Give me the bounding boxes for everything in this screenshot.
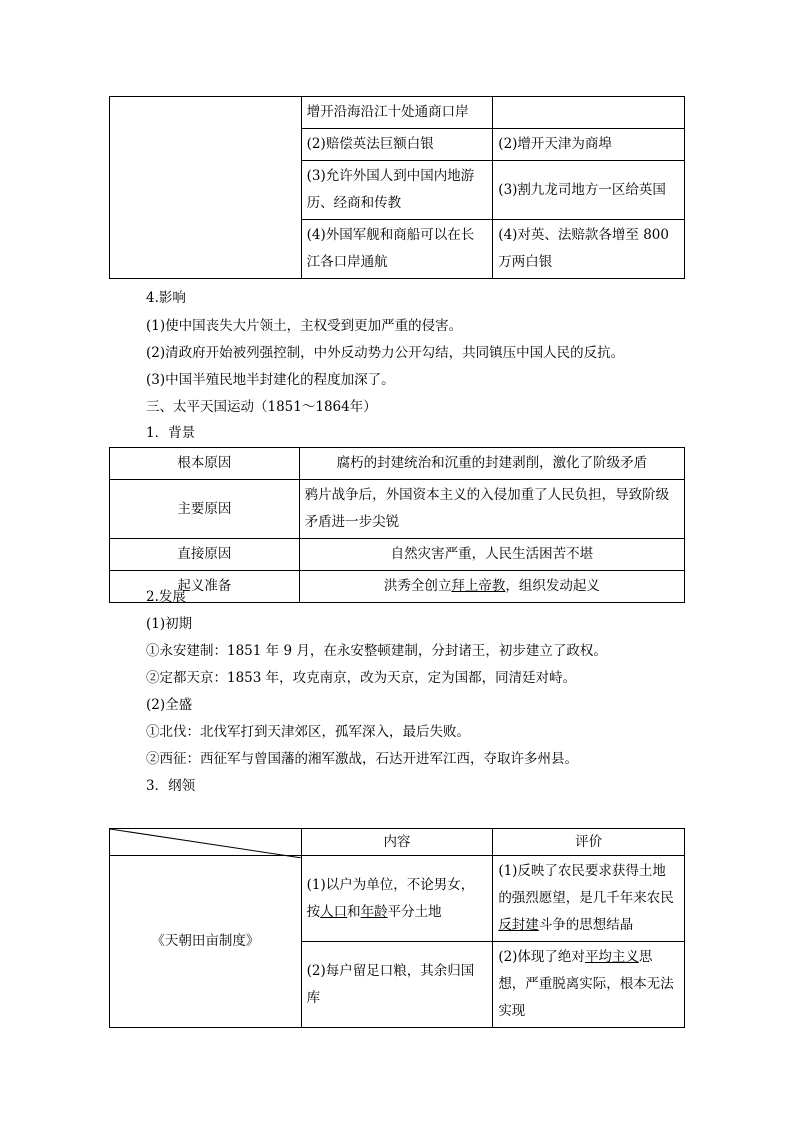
row-label: 根本原因 <box>110 448 300 480</box>
section-title: 三、太平天国运动（1851～1864年） <box>146 399 377 415</box>
text-segment: 平分土地 <box>387 903 442 920</box>
sub-heading: (1)初期 <box>146 616 193 632</box>
impact-item: (1)使中国丧失大片领土，主权受到更加严重的侵害。 <box>146 318 463 334</box>
row-label: 主要原因 <box>110 480 300 539</box>
text-segment: ，组织发动起义 <box>505 578 600 594</box>
text-segment: 思想，严重脱离实际，根本无法实现 <box>498 949 674 1019</box>
table-cell: (3)割九龙司地方一区给英国 <box>493 161 685 220</box>
row-value <box>299 571 684 603</box>
row-value: 腐朽的封建统治和沉重的封建剥削，激化了阶级矛盾 <box>299 448 684 480</box>
diagonal-line <box>110 829 302 858</box>
empty-cell <box>110 97 302 279</box>
table-row <box>110 480 685 539</box>
table-cell: (3)允许外国人到中国内地游历、经商和传教 <box>301 161 493 220</box>
table-cell: 增开沿海沿江十处通商口岸 <box>301 97 493 129</box>
row-label: 起义准备 <box>110 571 300 603</box>
impact-item: (3)中国半殖民地半封建化的程度加深了。 <box>146 372 395 388</box>
table-row <box>110 539 685 571</box>
row-value: 自然灾害严重，人民生活困苦不堪 <box>299 539 684 571</box>
row-label: 直接原因 <box>110 539 300 571</box>
eval-cell <box>493 856 685 942</box>
background-table <box>109 447 685 603</box>
underlined-text: 反封建 <box>498 917 539 933</box>
table-row <box>110 97 685 129</box>
header-content: 内容 <box>301 829 493 856</box>
text-segment: 和 <box>347 903 361 920</box>
text-segment: 斗争的思想结晶 <box>538 917 634 933</box>
eval-cell <box>493 942 685 1028</box>
treaty-terms-table <box>109 96 685 279</box>
table-cell: (4)外国军舰和商船可以在长江各口岸通航 <box>301 220 493 279</box>
list-item: ①永安建制：1851 年 9 月，在永安整顿建制，分封诸王，初步建立了政权。 <box>146 643 607 659</box>
table-row <box>110 856 685 942</box>
table-row <box>110 571 685 603</box>
diagonal-header-cell <box>110 829 302 856</box>
text-segment: 洪秀全创立 <box>383 578 452 594</box>
table-cell: (4)对英、法赔款各增至 800 万两白银 <box>493 220 685 279</box>
header-eval: 评价 <box>493 829 685 856</box>
underlined-text: 平均主义 <box>584 949 639 965</box>
underlined-text: 年龄 <box>360 903 388 920</box>
impact-heading: 4.影响 <box>146 290 186 306</box>
table-cell: (2)增开天津为商埠 <box>493 129 685 161</box>
sub-heading: (2)全盛 <box>146 697 193 713</box>
background-heading: 1．背景 <box>146 425 196 441</box>
program-heading: 3．纲领 <box>146 778 196 794</box>
table-row <box>110 448 685 480</box>
text-segment: (1)反映了农民要求获得土地的强烈愿望，是几千年来农民 <box>498 863 674 906</box>
list-item: ①北伐：北伐军打到天津郊区，孤军深入，最后失败。 <box>146 724 470 740</box>
development-heading: 2.发展 <box>146 589 186 605</box>
row-label: 《天朝田亩制度》 <box>110 856 302 1028</box>
text-segment: (2)体现了绝对 <box>498 949 585 965</box>
underlined-text: 拜上帝教 <box>451 578 506 594</box>
content-cell <box>301 856 493 942</box>
program-table <box>109 828 685 1028</box>
list-item: ②定都天京：1853 年，攻克南京，改为天京，定为国都，同清廷对峙。 <box>146 670 577 686</box>
underlined-text: 人口 <box>320 903 348 920</box>
impact-item: (2)清政府开始被列强控制，中外反动势力公开勾结，共同镇压中国人民的反抗。 <box>146 345 625 361</box>
list-item: ②西征：西征军与曾国藩的湘军激战，石达开进军江西，夺取许多州县。 <box>146 751 578 767</box>
content-cell: (2)每户留足口粮，其余归国库 <box>301 942 493 1028</box>
table-header-row <box>110 829 685 856</box>
row-value: 鸦片战争后，外国资本主义的入侵加重了人民负担，导致阶级矛盾进一步尖锐 <box>299 480 684 539</box>
table-cell <box>493 97 685 129</box>
table-cell: (2)赔偿英法巨额白银 <box>301 129 493 161</box>
text-segment: (1)以户为单位，不论男女，按 <box>306 876 475 920</box>
